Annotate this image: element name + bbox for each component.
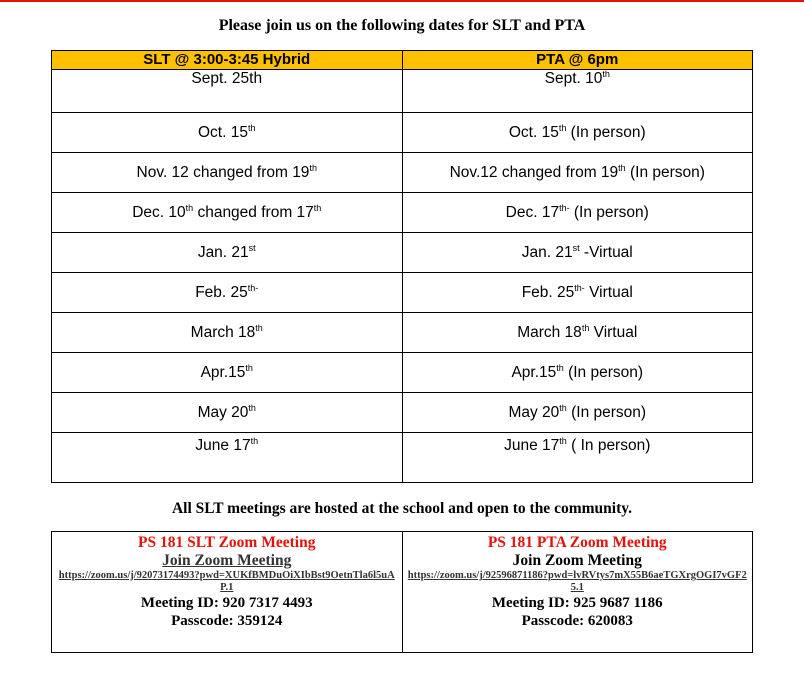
slt-date-cell xyxy=(52,153,403,193)
schedule-body xyxy=(52,70,753,483)
pta-date-pre: March 18 xyxy=(517,323,582,341)
pta-date-post: -Virtual xyxy=(579,243,633,261)
slt-date-cell xyxy=(52,273,403,313)
schedule-row xyxy=(52,433,753,483)
pta-date-pre: Apr.15 xyxy=(511,363,557,381)
pta-date-post: (In person) xyxy=(625,163,705,181)
slt-date-pre: May 20 xyxy=(197,403,249,421)
pta-date-cell xyxy=(402,113,753,153)
pta-date-post: Virtual xyxy=(584,283,633,301)
slt-date-cell xyxy=(52,393,403,433)
zoom-info-table xyxy=(51,531,753,653)
schedule-row xyxy=(52,153,753,193)
schedule-row xyxy=(52,313,753,353)
slt-date-pre: Apr.15 xyxy=(200,363,246,381)
slt-zoom-url-link[interactable]: https://zoom.us/j/92073174493?pwd=XUKfBMDuOiXIbBst9OetnTla6l5uAP.1 xyxy=(58,570,395,593)
slt-date-cell xyxy=(52,353,403,393)
pta-date-sup: th xyxy=(602,68,610,79)
slt-date-pre: Dec. 10 xyxy=(132,203,186,221)
pta-date-post: Virtual xyxy=(589,323,638,341)
pta-date-pre: Feb. 25 xyxy=(521,283,575,301)
slt-zoom-title: PS 181 SLT Zoom Meeting xyxy=(138,534,316,551)
pta-date-cell xyxy=(402,233,753,273)
slt-date-pre: Sept. 25th xyxy=(191,70,263,87)
pta-date-cell xyxy=(402,193,753,233)
pta-date-sup: th- xyxy=(559,202,570,213)
pta-date-pre: Jan. 21 xyxy=(521,243,573,261)
pta-date-cell xyxy=(402,153,753,193)
pta-meeting-id: Meeting ID: 925 9687 1186 xyxy=(491,595,663,611)
slt-date-sup: th xyxy=(248,402,256,413)
slt-date-sup: th xyxy=(250,435,259,446)
pta-date-post: (In person) xyxy=(566,123,646,141)
slt-date-cell xyxy=(52,233,403,273)
pta-date-sup: th xyxy=(558,122,567,133)
slt-date-cell xyxy=(52,433,403,483)
pta-date-cell xyxy=(402,70,753,113)
slt-date-post: changed from 17 xyxy=(193,203,314,221)
schedule-row xyxy=(52,70,753,113)
slt-date-cell xyxy=(52,193,403,233)
pta-date-sup: th- xyxy=(574,282,585,293)
slt-date-pre: Nov. 12 changed from 19 xyxy=(136,163,310,181)
schedule-row xyxy=(52,393,753,433)
schedule-row xyxy=(52,353,753,393)
pta-date-pre: Dec. 17 xyxy=(505,203,560,221)
slt-date-sup: th xyxy=(255,322,263,333)
slt-meeting-id: Meeting ID: 920 7317 4493 xyxy=(140,595,313,611)
slt-date-sup: th- xyxy=(247,282,259,293)
pta-date-pre: May 20 xyxy=(508,403,560,421)
pta-date-sup: st xyxy=(572,242,580,253)
slt-date-pre: Oct. 15 xyxy=(198,123,248,141)
pta-date-sup: th xyxy=(559,402,567,413)
pta-date-sup: th xyxy=(556,362,564,373)
slt-date-cell xyxy=(52,113,403,153)
page-heading: Please join us on the following dates for SLT and PTA xyxy=(218,17,586,34)
pta-join-zoom-text: Join Zoom Meeting xyxy=(512,552,642,569)
slt-date-sup: th xyxy=(185,202,194,213)
pta-date-sup: th xyxy=(581,322,590,333)
slt-date-sup: st xyxy=(248,242,256,253)
pta-zoom-url-link[interactable]: https://zoom.us/j/92596871186?pwd=lvRVtys7mX55B6aeTGXrgOGI7vGF25.1 xyxy=(407,570,747,593)
pta-date-post: (In person) xyxy=(563,363,644,381)
community-note: All SLT meetings are hosted at the school and open to the community. xyxy=(171,500,632,517)
pta-date-pre: Sept. 10 xyxy=(544,70,603,87)
slt-passcode: Passcode: 359124 xyxy=(171,613,283,629)
slt-column-header: SLT @ 3:00-3:45 Hybrid xyxy=(52,51,403,70)
slt-date-sup: th xyxy=(309,162,317,173)
pta-date-pre: Nov.12 changed from 19 xyxy=(449,163,619,181)
pta-column-header: PTA @ 6pm xyxy=(402,51,753,70)
schedule-row xyxy=(52,233,753,273)
slt-join-zoom-link[interactable]: Join Zoom Meeting xyxy=(162,552,292,569)
pta-date-post: ( In person) xyxy=(566,437,651,454)
schedule-row xyxy=(52,273,753,313)
pta-date-post: (In person) xyxy=(569,203,649,221)
pta-date-cell xyxy=(402,273,753,313)
slt-date-sup2: th xyxy=(313,202,322,213)
pta-date-cell xyxy=(402,393,753,433)
pta-date-sup: th xyxy=(618,162,626,173)
pta-date-post: (In person) xyxy=(566,403,647,421)
schedule-row xyxy=(52,113,753,153)
slt-date-pre: Feb. 25 xyxy=(195,283,248,301)
top-red-line xyxy=(0,0,804,2)
pta-zoom-title: PS 181 PTA Zoom Meeting xyxy=(487,534,667,551)
schedule-row xyxy=(52,193,753,233)
slt-date-pre: March 18 xyxy=(190,323,256,341)
pta-date-pre: June 17 xyxy=(504,437,560,454)
pta-zoom-cell xyxy=(402,532,753,653)
pta-date-cell xyxy=(402,313,753,353)
pta-date-pre: Oct. 15 xyxy=(508,123,559,141)
pta-date-cell xyxy=(402,353,753,393)
slt-date-cell xyxy=(52,70,403,113)
slt-date-pre: Jan. 21 xyxy=(197,243,249,261)
schedule-table xyxy=(51,50,753,483)
slt-zoom-cell xyxy=(52,532,403,653)
slt-date-sup: th xyxy=(245,362,253,373)
slt-date-sup: th xyxy=(247,122,256,133)
pta-date-cell xyxy=(402,433,753,483)
slt-date-cell xyxy=(52,313,403,353)
slt-date-pre: June 17 xyxy=(195,437,251,454)
pta-passcode: Passcode: 620083 xyxy=(521,613,633,629)
schedule-header-row xyxy=(52,51,753,70)
pta-date-sup: th xyxy=(559,435,567,446)
